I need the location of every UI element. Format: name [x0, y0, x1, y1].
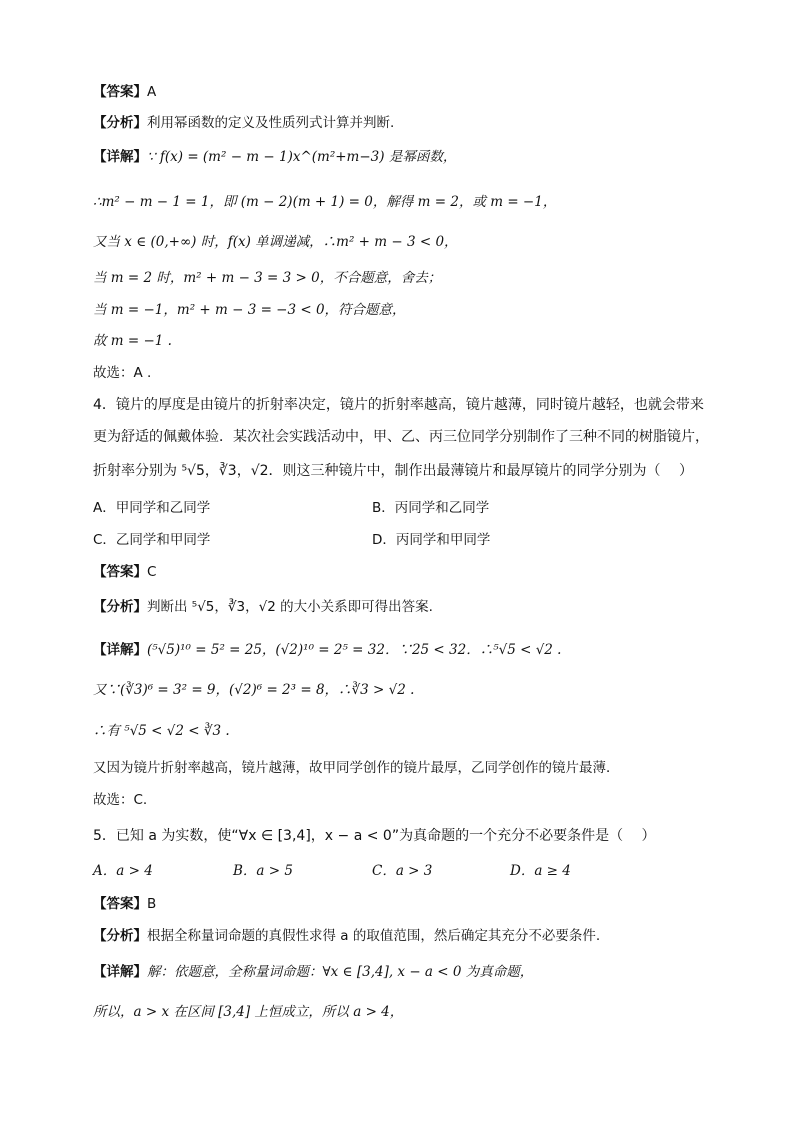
q4-stem-line-3	[93, 461, 693, 481]
option-text: D．丙同学和甲同学	[372, 532, 491, 548]
q4-option-b	[372, 498, 489, 518]
detail-text: 又∵(∛3)⁶ = 3² = 9，(√2)⁶ = 2³ = 8，∴∛3 > √2 .	[93, 682, 415, 698]
stem-text: 5．已知 a 为实数，使“∀x ∈ [3,4]，x − a < 0”为真命题的一个充分不必要条件是（ ）	[93, 828, 656, 844]
q4-detail-line-2	[93, 680, 414, 700]
answer-tag: 【答案】	[93, 84, 147, 100]
q3-detail-line-2	[93, 192, 556, 212]
q3-detail-line-4	[93, 268, 441, 288]
choose-text: 故选：C.	[93, 792, 148, 808]
q5-option-c	[372, 861, 432, 881]
q4-stem-line-1	[93, 395, 704, 415]
q5-analysis-line	[93, 926, 600, 946]
q4-choose-line	[93, 790, 147, 810]
analysis-text: 根据全称量词命题的真假性求得 a 的取值范围，然后确定其充分不必要条件.	[147, 928, 601, 944]
option-text: B．a > 5	[233, 863, 293, 879]
q4-option-c	[93, 530, 210, 550]
q3-detail-line-1	[93, 147, 456, 167]
option-text: C．a > 3	[372, 863, 433, 879]
answer-value: B	[147, 896, 157, 912]
q3-analysis-line	[93, 113, 394, 133]
detail-text: ∵ f(x) = (m² − m − 1)x^(m²+m−3) 是幂函数，	[147, 149, 457, 165]
detail-text: 解：依题意，全称量词命题：∀x ∈ [3,4], x − a < 0 为真命题，	[147, 964, 534, 980]
detail-text: ∴有 ⁵√5 < √2 < ∛3 .	[93, 723, 230, 739]
detail-text: 当 m = 2 时，m² + m − 3 = 3 > 0，不合题意，舍去；	[93, 270, 442, 286]
q4-option-d	[372, 530, 490, 550]
q4-option-a	[93, 498, 210, 518]
q4-detail-line-1	[93, 640, 561, 660]
stem-text: 折射率分别为 ⁵√5，∛3，√2．则这三种镜片中，制作出最薄镜片和最厚镜片的同学分别为（ ）	[93, 463, 693, 479]
q4-analysis-line	[93, 597, 433, 617]
detail-text: 又因为镜片折射率越高，镜片越薄，故甲同学创作的镜片最厚，乙同学创作的镜片最薄．	[93, 760, 620, 776]
q4-answer-line	[93, 562, 156, 582]
detail-tag: 【详解】	[93, 964, 147, 980]
analysis-tag: 【分析】	[93, 928, 147, 944]
q5-option-b	[233, 861, 293, 881]
q5-detail-line-2	[93, 1002, 403, 1022]
detail-text: 当 m = −1，m² + m − 3 = −3 < 0，符合题意，	[93, 302, 406, 318]
q3-detail-line-3	[93, 232, 458, 252]
answer-value: A	[147, 84, 157, 100]
detail-tag: 【详解】	[93, 149, 147, 165]
detail-text: 又当 x ∈ (0,+∞) 时，f(x) 单调递减，∴m² + m − 3 < 0，	[93, 234, 458, 250]
q3-choose-line	[93, 363, 151, 383]
option-text: A．甲同学和乙同学	[93, 500, 211, 516]
analysis-tag: 【分析】	[93, 599, 147, 615]
detail-text: ∴m² − m − 1 = 1，即 (m − 2)(m + 1) = 0，解得 m = 2，或 m = −1，	[93, 194, 557, 210]
q5-detail-line-1	[93, 962, 533, 982]
q5-option-d	[510, 861, 571, 881]
option-text: D．a ≥ 4	[510, 863, 571, 879]
q5-answer-line	[93, 894, 156, 914]
analysis-tag: 【分析】	[93, 115, 147, 131]
answer-tag: 【答案】	[93, 896, 147, 912]
detail-text: (⁵√5)¹⁰ = 5² = 25，(√2)¹⁰ = 2⁵ = 32．∵25 < 32．∴⁵√5 < √2 .	[147, 642, 562, 658]
q5-stem-line	[93, 826, 656, 846]
q3-detail-line-6	[93, 331, 172, 351]
detail-text: 所以，a > x 在区间 [3,4] 上恒成立，所以 a > 4，	[93, 1004, 404, 1020]
q4-stem-line-2	[93, 427, 709, 447]
stem-text: 4．镜片的厚度是由镜片的折射率决定，镜片的折射率越高，镜片越薄，同时镜片越轻，也就会带来	[93, 397, 704, 413]
q3-answer-line	[93, 82, 156, 102]
analysis-text: 判断出 ⁵√5，∛3，√2 的大小关系即可得出答案.	[147, 599, 433, 615]
q5-option-a	[93, 861, 153, 881]
detail-tag: 【详解】	[93, 642, 147, 658]
q3-detail-line-5	[93, 300, 406, 320]
answer-tag: 【答案】	[93, 564, 147, 580]
q4-detail-line-3	[93, 721, 230, 741]
answer-value: C	[147, 564, 157, 580]
analysis-text: 利用幂函数的定义及性质列式计算并判断.	[147, 115, 395, 131]
option-text: A．a > 4	[93, 863, 153, 879]
option-text: C．乙同学和甲同学	[93, 532, 211, 548]
stem-text: 更为舒适的佩戴体验．某次社会实践活动中，甲、乙、丙三位同学分别制作了三种不同的树脂镜片，	[93, 429, 709, 445]
choose-text: 故选：A .	[93, 365, 152, 381]
detail-text: 故 m = −1 .	[93, 333, 172, 349]
option-text: B．丙同学和乙同学	[372, 500, 490, 516]
q4-detail-line-4	[93, 758, 620, 778]
